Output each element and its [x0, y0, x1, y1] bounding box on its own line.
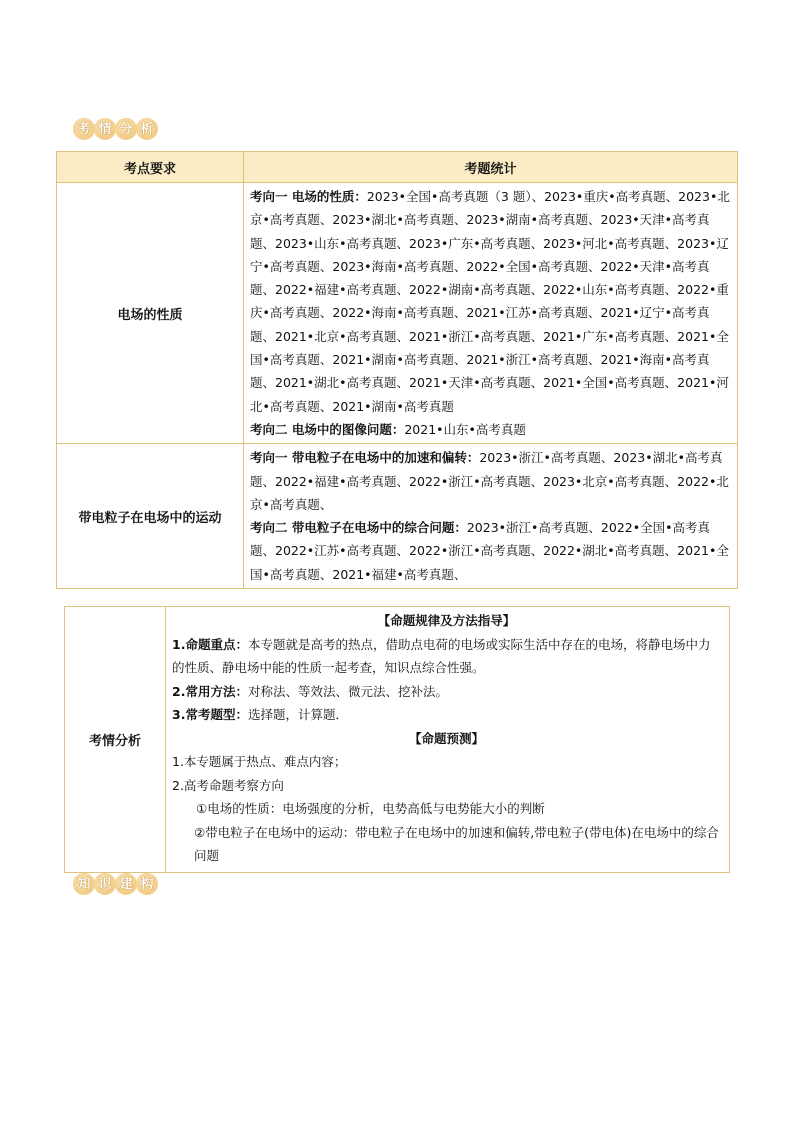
- guide-heading: 【命题规律及方法指导】: [377, 613, 516, 628]
- badge-char: 情: [94, 118, 116, 140]
- forecast-line: 2.高考命题考察方向: [172, 777, 284, 793]
- table-row: [65, 607, 730, 873]
- header-requirement: 考点要求: [57, 152, 244, 183]
- badge-char: 构: [136, 873, 158, 895]
- topic-cell: 带电粒子在电场中的运动: [57, 444, 244, 589]
- table-row: [57, 183, 738, 444]
- forecast-line: ①电场的性质：电场强度的分析，电势高低与电势能大小的判断: [196, 801, 545, 816]
- badge-char: 识: [94, 873, 116, 895]
- table-header-row: [57, 152, 738, 183]
- badge-char: 知: [73, 873, 95, 895]
- exam-analysis-table: [64, 606, 730, 873]
- badge-char: 析: [136, 118, 158, 140]
- section-badge-knowledge-structure: [73, 871, 157, 897]
- forecast-line: 1.本专题属于热点、难点内容；: [172, 754, 347, 769]
- badge-char: 建: [115, 873, 137, 895]
- direction-line: 考向一 电场的性质：2023•全国•高考真题（3 题）、2023•重庆•高考真题、2023•北京•高考真题、2023•湖北•高考真题、2023•湖南•高考真题、2023•天津•高考真题、2023•山东•高考真题、2023•广东•高考真题、2023•河北•高考真题、2023•辽宁•高考真题、2023•海南•高考真题、2022•全国•高考真题、2022•天津•高考真题、2022•福建•高考真题、2022•湖南•高考真题、2022•山东•高考真题、2022•重庆•高考真题、2022•海南•高考真题、2021•江苏•高考真题、2021•辽宁•高考真题、2021•北京•高考真题、2021•浙江•高考真题、2021•广东•高考真题、2021•全国•高考真题、2021•湖南•高考真题、2021•浙江•高考真题、2021•海南•高考真题、2021•湖北•高考真题、2021•天津•高考真题、2021•全国•高考真题、2021•河北•高考真题、2021•湖南•高考真题: [250, 189, 730, 414]
- guide-item: 1.命题重点：本专题就是高考的热点，借助点电荷的电场或实际生活中存在的电场，将静电场中力的性质、静电场中能的性质一起考查，知识点综合性强。: [172, 636, 711, 675]
- forecast-line: ②带电粒子在电场中的运动：带电粒子在电场中的加速和偏转,带电粒子(带电体)在电场中的综合问题: [194, 824, 719, 863]
- section-badge-exam-analysis: [73, 116, 157, 142]
- analysis-content-cell: [166, 607, 730, 873]
- direction-line: 考向一 带电粒子在电场中的加速和偏转：2023•浙江•高考真题、2023•湖北•高考真题、2022•福建•高考真题、2022•浙江•高考真题、2023•北京•高考真题、2022•北京•高考真题、: [250, 450, 729, 512]
- analysis-label-cell: 考情分析: [65, 607, 166, 873]
- guide-item: 2.常用方法：对称法、等效法、微元法、挖补法。: [172, 683, 448, 699]
- detail-cell: [244, 183, 738, 444]
- badge-char: 考: [73, 118, 95, 140]
- guide-item: 3.常考题型：选择题，计算题．: [172, 707, 348, 722]
- topic-cell: 电场的性质: [57, 183, 244, 444]
- badge-char: 分: [115, 118, 137, 140]
- exam-statistics-table: [56, 151, 738, 589]
- forecast-heading: 【命题预测】: [408, 730, 484, 746]
- direction-line: 考向二 带电粒子在电场中的综合问题：2023•浙江•高考真题、2022•全国•高考真题、2022•江苏•高考真题、2022•浙江•高考真题、2022•湖北•高考真题、2021•全国•高考真题、2021•福建•高考真题、: [250, 520, 729, 582]
- direction-line: 考向二 电场中的图像问题：2021•山东•高考真题: [250, 421, 526, 437]
- table-row: [57, 444, 738, 589]
- detail-cell: [244, 444, 738, 589]
- header-statistics: 考题统计: [244, 152, 738, 183]
